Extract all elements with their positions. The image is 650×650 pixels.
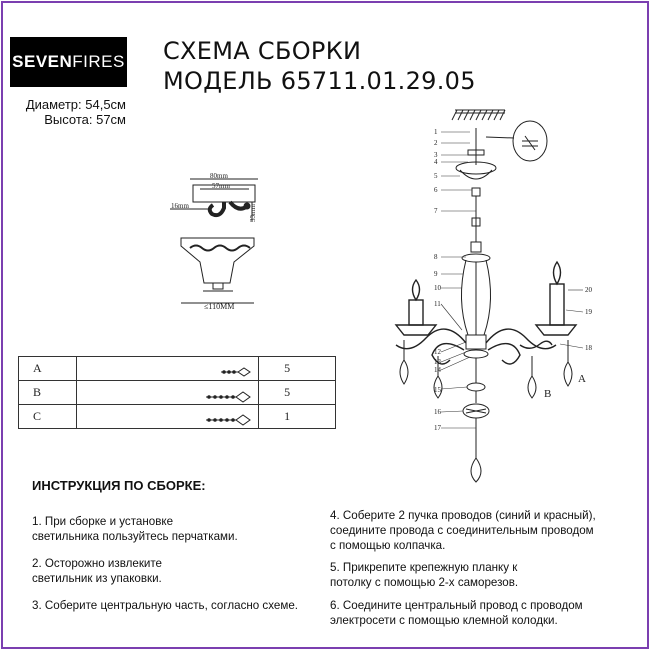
parts-table — [18, 356, 336, 429]
part-label: 15 — [434, 386, 441, 394]
instructions-heading: ИНСТРУКЦИЯ ПО СБОРКЕ: — [32, 478, 206, 493]
part-label: 18 — [585, 344, 592, 352]
height-text: Высота: 57см — [44, 112, 126, 127]
diameter-text: Диаметр: 54,5см — [25, 97, 126, 112]
part-label: 12 — [434, 348, 441, 356]
part-label: 20 — [585, 286, 592, 294]
part-label: 8 — [434, 253, 438, 261]
part-picture — [77, 381, 259, 405]
canopy-detail — [181, 238, 254, 311]
table-row — [19, 405, 336, 429]
part-picture — [77, 405, 259, 429]
part-qty: 5 — [259, 357, 336, 381]
canopy-diameter: ≤110MM — [204, 302, 235, 311]
table-row — [19, 357, 336, 381]
hook-left-size: 16mm — [171, 202, 189, 210]
pendant-label-b: B — [544, 388, 552, 400]
instruction-step-6: 6. Соедините центральный провод с проводом электросети с помощью клемной колодки. — [330, 599, 583, 627]
part-label: 16 — [434, 408, 441, 416]
hook-detail — [170, 172, 258, 222]
table-row — [19, 381, 336, 405]
part-label: 11 — [434, 300, 441, 308]
instruction-step-5: 5. Прикрепите крепежную планку к потолку с помощью 2-х саморезов. — [330, 561, 519, 589]
ceiling-plate — [452, 110, 505, 120]
instruction-step-3: 3. Соберите центральную часть, согласно схеме. — [32, 599, 298, 612]
pendant-label-a: A — [578, 373, 586, 385]
part-label: 19 — [585, 308, 592, 316]
part-label: 1 — [434, 128, 438, 136]
part-letter: A — [19, 357, 77, 381]
instruction-step-1: 1. При сборке и установке светильника пользуйтесь перчатками. — [32, 515, 238, 543]
instruction-step-2: 2. Осторожно извлеките светильник из упаковки. — [32, 557, 162, 585]
brand-logo: SEVENFIRES — [10, 37, 127, 87]
part-label: 9 — [434, 270, 438, 278]
part-label: 17 — [434, 424, 441, 432]
part-letter: C — [19, 405, 77, 429]
part-qty: 5 — [259, 381, 336, 405]
hook-right-size: 33mm — [249, 204, 257, 222]
part-label: 2 — [434, 139, 438, 147]
part-label: 5 — [434, 172, 438, 180]
part-letter: B — [19, 381, 77, 405]
title-line-1: СХЕМА СБОРКИ — [163, 37, 362, 65]
hook-width-inner: 57mm — [212, 182, 230, 190]
part-label: 14 — [434, 366, 441, 374]
part-label: 3 — [434, 151, 438, 159]
part-label: 13 — [434, 358, 441, 366]
hook-width-outer: 80mm — [210, 172, 228, 180]
part-label: 10 — [434, 284, 441, 292]
part-label: 7 — [434, 207, 438, 215]
title-line-2: МОДЕЛЬ 65711.01.29.05 — [163, 67, 476, 95]
instruction-step-4: 4. Соберите 2 пучка проводов (синий и красный), соедините провода с соединительным проводом с помощью колпачка. — [330, 509, 596, 552]
chandelier-center-column — [456, 128, 496, 482]
part-qty: 1 — [259, 405, 336, 429]
part-number-labels — [434, 128, 593, 432]
part-picture — [77, 357, 259, 381]
wire-connector-detail — [486, 121, 547, 161]
part-label: 4 — [434, 158, 438, 166]
part-label: 6 — [434, 186, 438, 194]
